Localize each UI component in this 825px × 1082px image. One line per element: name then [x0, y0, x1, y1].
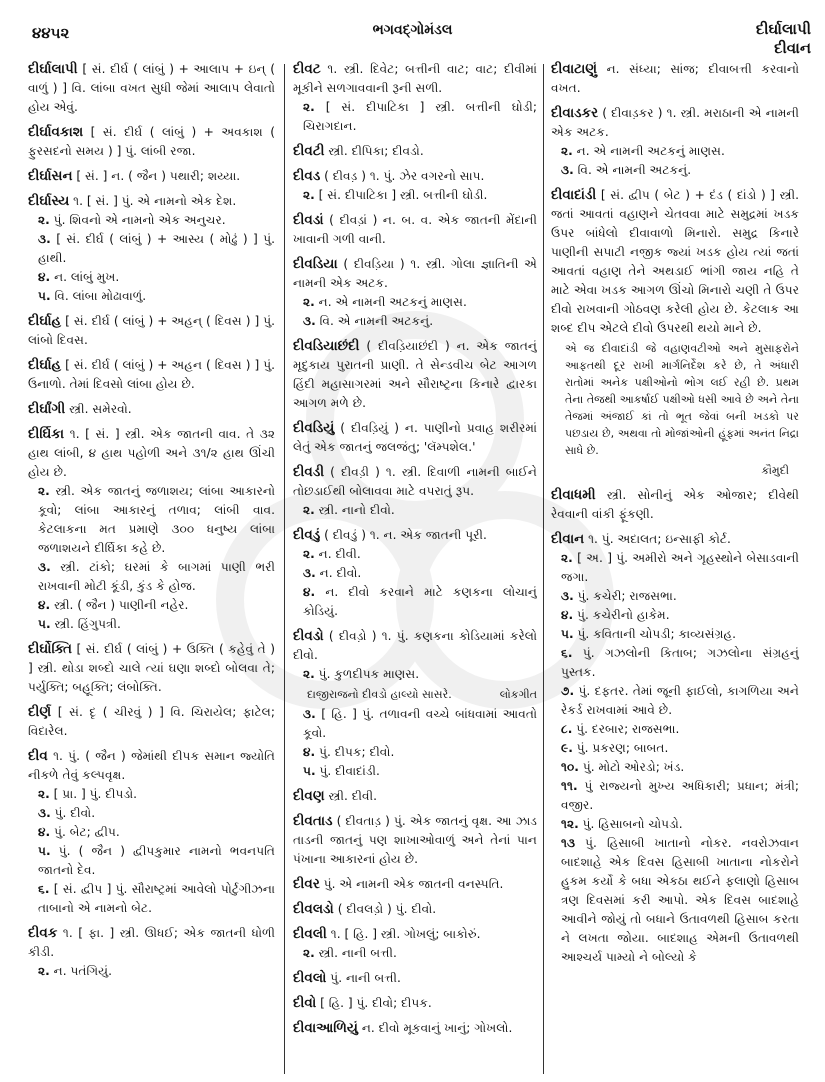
dictionary-entry — [293, 925, 537, 963]
dictionary-entry — [293, 255, 537, 331]
definition-text: [ સં. દીર્ઘ ( લાંબું ) + આલાપ + ઇન્ ( વાળું ) ] વિ. લાંબા વખત સુધી જેમાં આલાપ લેવાતો હોય એવું. — [28, 62, 275, 114]
headword: દીર્ઘાસન — [28, 168, 73, 184]
definition-text: ( દીવડ઼ાં ) ન. બ. વ. એક જાતની મેંદાની ખાવાની ગળી વાની. — [293, 213, 537, 246]
definition-text: [ સં. દીર્ઘ ( લાંબું ) + અહન્ ( દિવસ ) ] પું. લાંબો દિવસ. — [28, 314, 275, 347]
sense-text: ન. લાંબું મુખ. — [54, 270, 120, 284]
headword: દીવડો — [293, 628, 324, 644]
sense — [28, 615, 275, 634]
headword: દીર્ઘોક્તિ — [28, 641, 72, 657]
sense — [293, 293, 537, 312]
definition-text: ૧. [ સં. ] સ્ત્રી. એક જાતની વાવ. તે ૩૨ હાથ લાંબી, ૪ હાથ પહોળી અને ૩૧/૨ હાથ ઊંચી હોય છે. — [28, 427, 275, 479]
dictionary-entry — [293, 787, 537, 806]
headword: દીવાધમી — [551, 487, 596, 503]
headword: દીર્ઘાસ્ય — [28, 193, 70, 209]
sense-number: ૧૦. — [561, 760, 579, 774]
dictionary-entry — [28, 356, 275, 394]
sense-text: પું. દીવાદાંડી. — [319, 764, 380, 778]
sense — [551, 739, 799, 758]
dictionary-entry — [28, 60, 275, 117]
book-title: ભગવદ્ગોમંડલ — [372, 22, 453, 38]
dictionary-entry — [551, 60, 799, 98]
sense — [293, 564, 537, 583]
definition-text: સ્ત્રી. દીવી. — [328, 789, 377, 803]
sense-text: પું. કચેરીનો હાકેમ. — [577, 608, 670, 622]
sense-text: પું. દીપક; દીવો. — [319, 745, 395, 759]
headword: દીવડિયાછંદી — [293, 338, 360, 354]
sense — [293, 186, 537, 205]
sense — [293, 545, 537, 564]
sense-text: [ સં. દીપાટિકા ] સ્ત્રી. બત્તીની ઘોડી; ચિરાગદાન. — [303, 100, 537, 133]
definition-text: [ સં. દીર્ઘ ( લાંબું ) + ઉક્તિ ( કહેવું તે ) ] સ્ત્રી. થોડા શબ્દો ચાલે ત્યાં ઘણા શબ્દો બોલવા તે; પર્યુક્તિ; બહૂક્તિ; લંબોક્તિ. — [28, 642, 275, 694]
sense-number: ૨. — [303, 100, 315, 114]
sense-number: ૩. — [38, 806, 51, 820]
sense-number: ૭. — [561, 684, 575, 698]
sense-text: સ્ત્રી. નાનો દીવો. — [318, 503, 395, 517]
dictionary-entry — [28, 400, 275, 419]
sense-number: ૫. — [561, 627, 574, 641]
sense-number: ૨. — [303, 188, 315, 202]
sense-number: ૪. — [38, 598, 51, 612]
headword: દીવડું — [293, 527, 321, 543]
headword: દીર્ઘાહ — [28, 357, 62, 373]
sense-number: ૩. — [38, 560, 51, 574]
definition-text: [ સં. દીર્ઘ ( લાંબું ) + અહન ( દિવસ ) ] પું. ઉનાળો. તેમાં દિવસો લાંબા હોય છે. — [28, 358, 275, 391]
sense — [28, 287, 275, 306]
definition-text: ૧. પું. અદાલત; ઇન્સાફી કોર્ટ. — [588, 532, 731, 546]
sense-number: ૩. — [38, 232, 51, 246]
headword: દીવડિયું — [293, 420, 335, 436]
sense-text: વિ. એ નામની અટકનું. — [319, 314, 434, 328]
sense-number: ૩. — [561, 589, 574, 603]
definition-text: ( દીવડ઼િયાછંદી ) ન. એક જાતનું મૃદુકાય પુરાતની પ્રાણી. તે સેન્ડવીચ બેટ આગળ હિંદી મહાસાગરમાં અને સૌરાષ્ટ્રના કિનારે દ્વારકા આગળ મળે છે. — [293, 339, 537, 410]
sense-text: [ સં. દીપાટિકા ] સ્ત્રી. બત્તીની ઘોડી. — [318, 188, 488, 202]
sense-number: ૨. — [303, 667, 315, 681]
dictionary-entry — [293, 463, 537, 520]
headword: દીવલી — [293, 926, 327, 942]
sense-number: ૨. — [38, 964, 50, 978]
dictionary-entry — [551, 104, 799, 180]
definition-text: પું. એ નામની એક જાતની વનસ્પતિ. — [323, 877, 504, 891]
sense-number: ૫. — [38, 617, 51, 631]
sense — [551, 834, 799, 967]
headword: દીવાટાણું — [551, 61, 598, 77]
definition-text: ( દીવાડ઼કર ) ૧. સ્ત્રી. મરાઠાની એ નામની એક અટક. — [551, 106, 799, 139]
sense — [551, 625, 799, 644]
sense — [551, 142, 799, 161]
sense — [551, 606, 799, 625]
headword: દીવટ — [293, 61, 321, 77]
sense — [28, 211, 275, 230]
sense — [551, 644, 799, 682]
sense — [293, 312, 537, 331]
sense — [293, 762, 537, 781]
headword: દીવડ — [293, 168, 321, 184]
sense — [293, 583, 537, 621]
sense-number: ૨. — [303, 295, 315, 309]
definition-text: ( દીવડ઼િયું ) ન. પાણીનો પ્રવાહ શરીરમાં લેતું એક જાતનું જલજંતુ; 'લૅમ્પશેલ.' — [293, 421, 537, 454]
sense — [28, 823, 275, 842]
guide-words — [756, 20, 811, 58]
sense-text: પું. ( જૈન ) દ્વીપકુમાર નામનો ભવનપતિ જાતનો દેવ. — [38, 844, 275, 877]
headword: દીવ — [28, 748, 48, 764]
dictionary-entry — [28, 747, 275, 918]
sense-number: ૩. — [303, 314, 316, 328]
page-header — [0, 0, 825, 62]
dictionary-entry — [293, 337, 537, 413]
headword: દીવાઆળિયું — [293, 1020, 358, 1036]
dictionary-entry — [293, 627, 537, 781]
definition-text: સ્ત્રી. સોનીનું એક ઓજાર; દીવેથી રેવવાની વાંકી ફૂંકણી. — [551, 488, 799, 521]
citation-source: લોકગીત — [499, 688, 537, 701]
sense-text: સ્ત્રી. ટાંકો; ઘરમાં કે બાગમાં પાણી ભરી રાખવાની મોટી કૂંડી, કુંડ કે હોજ. — [38, 560, 275, 593]
sense-number: ૧૧. — [561, 779, 578, 793]
definition-text: ( દીવડ઼િયા ) ૧. સ્ત્રી. ગોલા જ્ઞાતિની એ નામની એક અટક. — [293, 257, 537, 290]
sense-number: ૨. — [561, 551, 573, 565]
definition-text: ( દીવતાડ઼ ) પું. એક જાતનું વૃક્ષ. આ ઝાડ તાડની જાતનું પણ શાખાઓવાળું અને તેનાં પાન પંખાના આકારનાં હોય છે. — [293, 814, 537, 866]
definition-text: ( દીવડ઼ો ) ૧. પું. કણકના કોડિયામાં કરેલો દીવો. — [293, 629, 537, 662]
sense-number: ૨. — [303, 503, 315, 517]
sense-number: ૧૩ — [561, 836, 576, 850]
sense-text: [ અ. ] પું. અમીરો અને ગૃહસ્થોને બેસાડવાની જગા. — [561, 551, 799, 584]
definition-text: ( દીવડ઼ી ) ૧. સ્ત્રી. દિવાળી નામની બાઈને તોછડાઈથી બોલાવવા માટે વપરાતું રૂપ. — [293, 465, 537, 498]
dictionary-entry — [28, 312, 275, 350]
sense-text: પું. કુળદીપક માણસ. — [318, 667, 420, 681]
sense — [28, 962, 275, 981]
definition-text: ૧. [ ફા. ] સ્ત્રી. ઊધઈ; એક જાતની ધોળી કીડી. — [28, 926, 275, 959]
sense — [28, 880, 275, 918]
page-number: ૪૪૫૨ — [32, 24, 70, 42]
definition-text: સ્ત્રી. સમેરવો. — [69, 402, 132, 416]
definition-text: [ સં. દીર્ઘ ( લાંબું ) + અવકાશ ( ફુરસદનો સમય ) ] પું. લાંબી રજા. — [28, 125, 275, 158]
citation-quote: એ જ દીવાદાંડી જે વહાણવટીઓ અને મુસાફરોને આફતથી દૂર રાખી માર્ગનિર્દેશ કરે છે, તે અંધારી રાતોમાં અનેક પક્ષીઓનો ભોગ લઈ રહી છે. પ્રથમ તેના તેજથી આકર્ષાઈ પક્ષીઓ ધસી આવે છે અને તેના તેજમાં અંજાઈ કાં તો ભૂત જેવાં બની ખડકો પર પછડાય છે, અથવા તો મોજાંઓની હૂંફમાં અનંત નિદ્રા સાધે છે. — [565, 342, 799, 457]
sense-text: ન. દીવો કરવાને માટે કણકના લોચાનું કોડિયું. — [303, 585, 537, 618]
dictionary-entry — [551, 486, 799, 524]
dictionary-entry — [293, 900, 537, 919]
sense — [28, 596, 275, 615]
definition-text: ( દીવડ઼ ) ૧. પું. ઝેર વગરનો સાપ. — [324, 169, 485, 183]
definition-text: ( દીવલડ઼ો ) પું. દીવો. — [337, 902, 437, 916]
sense-number: ૬. — [38, 882, 50, 896]
headword: દીવડી — [293, 464, 325, 480]
definition-text: ૧. સ્ત્રી. દિવેટ; બત્તીની વાટ; વાટ; દીવીમાં મૂકીને સળગાવવાની રૂની સળી. — [293, 62, 537, 95]
sense-number: ૬. — [561, 646, 573, 660]
sense — [28, 785, 275, 804]
dictionary-entry — [293, 994, 537, 1013]
headword: દીવણ — [293, 788, 325, 804]
sense — [28, 804, 275, 823]
sense-text: પું. ગઝલોની કિતાબ; ગઝલોના સંગ્રહનું પુસ્તક. — [561, 646, 799, 679]
column-divider — [543, 64, 544, 1074]
dictionary-entry — [293, 167, 537, 205]
headword: દીર્ણ — [28, 704, 52, 720]
definition-text: ૧. [ સં. ] પું. એ નામનો એક દેશ. — [73, 194, 237, 208]
sense-text: ન. દીવી. — [318, 547, 361, 561]
sense-text: ન. દીવો. — [319, 566, 362, 580]
sense-text: સ્ત્રી. નાની બત્તી. — [318, 946, 397, 960]
guide-word-first: દીર્ઘાલાપી — [755, 20, 811, 38]
dictionary-entry — [28, 703, 275, 741]
sense-number: ૩. — [561, 163, 574, 177]
sense — [28, 482, 275, 558]
headword: દીવતાડ — [293, 813, 333, 829]
sense-text: પું. હિસાબી ખાતાનો નોકર. નવરોઝવાન બાદશાહે એક દિવસ હિસાબી ખાતાના નોકરોને હુકમ કર્યો કે બધા એકઠા થઈને ફલાણો હિસાબ ત્રણ દિવસમાં કરી આપો. એક દિવસ બાદશાહે આવીને જોયું તો બધાને ઉતાવળથી હિસાબ કરતા ને લખતા જોયા. બાદશાહ એમની ઉતાવળથી આશ્ચર્ય પામ્યો ને બોલ્યો કે — [561, 836, 799, 964]
dictionary-entry — [28, 640, 275, 697]
sense — [28, 842, 275, 880]
sense — [551, 587, 799, 606]
sense-number: ૯. — [561, 741, 573, 755]
sense — [551, 549, 799, 587]
dictionary-entry — [28, 425, 275, 634]
sense-text: વિ. એ નામની અટકનું. — [577, 163, 692, 177]
sense-number: ૧૨. — [561, 817, 579, 831]
dictionary-entry — [293, 969, 537, 988]
sense-text: સ્ત્રી. ( જૈન ) પાણીની નહેર. — [54, 598, 189, 612]
headword: દીવલો — [293, 970, 327, 986]
headword: દીર્ઘાલાપી — [28, 61, 78, 77]
headword: દીર્ઘિકા — [28, 426, 65, 442]
sense-number: ૮. — [561, 722, 573, 736]
sense-number: ૫. — [38, 289, 51, 303]
sense — [293, 944, 537, 963]
sense-text: ન. પતંગિયું. — [53, 964, 112, 978]
sense-text: ન. એ નામની અટકનું માણસ. — [318, 295, 467, 309]
sense-number: ૨. — [38, 213, 50, 227]
headword: દીવો — [293, 995, 317, 1011]
sense-number: ૨. — [303, 547, 315, 561]
sense-text: [ પ્રા. ] પું. દીપડો. — [53, 787, 138, 801]
citation-text: દાજીરાજનો દીવડો હાલ્યો સાસરે. — [307, 688, 452, 701]
definition-text: ન. દીવો મૂકવાનું ખાનું; ગોખલો. — [361, 1021, 513, 1035]
dictionary-entry — [293, 875, 537, 894]
sense — [293, 665, 537, 684]
definition-text: ૧. [ હિ. ] સ્ત્રી. ગોખલું; બાકોરું. — [330, 927, 481, 941]
sense — [28, 230, 275, 268]
headword: દીર્ઘાવકાશ — [28, 124, 84, 140]
citation-quote — [293, 686, 537, 703]
column-divider — [284, 64, 285, 1074]
column-2 — [293, 60, 537, 1074]
sense-text: સ્ત્રી. હિંગુપત્રી. — [54, 617, 121, 631]
dictionary-entry — [293, 211, 537, 249]
column-3 — [551, 60, 799, 1074]
dictionary-entry — [293, 526, 537, 621]
sense-text: સ્ત્રી. એક જાતનું જળાશય; લાંબા આકારનો કૂવો; લાંબા આકારનું તળાવ; લાંબી વાવ. કેટલાકના મત પ્રમાણે ૩૦૦ ધનુષ્ય લાંબા જળાશયને દીર્ઘિકા કહે છે. — [38, 484, 275, 555]
sense-number: ૩. — [303, 707, 316, 721]
sense-text: પું રાજ્યનો મુખ્ય અધિકારી; પ્રધાન; મંત્રી; વજીર. — [561, 779, 799, 812]
headword: દીવાડકર — [551, 105, 599, 121]
dictionary-entry — [28, 192, 275, 306]
headword: દીર્ઘાંગી — [28, 401, 66, 417]
sense — [551, 720, 799, 739]
definition-text: ન. સંધ્યા; સાંજ; દીવાબત્તી કરવાનો વખત. — [551, 62, 799, 95]
sense-text: પું. બેટ; દ્વીપ. — [54, 825, 120, 839]
sense-number: ૫. — [38, 844, 51, 858]
headword: દીવર — [293, 876, 320, 892]
dictionary-entry — [28, 123, 275, 161]
dictionary-entry — [28, 924, 275, 981]
dictionary-entry — [293, 60, 537, 136]
sense — [293, 98, 537, 136]
sense-text: પું. મોટો ઓરડો; ખંડ. — [582, 760, 685, 774]
headword: દીવાન — [551, 531, 585, 547]
definition-text: સ્ત્રી. દીપિકા; દીવડો. — [328, 144, 424, 158]
sense-text: ન. એ નામની અટકનું માણસ. — [576, 144, 725, 158]
sense-number: ૪. — [561, 608, 574, 622]
sense-number: ૨. — [303, 946, 315, 960]
headword: દીવાદાંડી — [551, 187, 597, 203]
sense — [551, 777, 799, 815]
sense — [551, 161, 799, 180]
guide-word-last: દીવાન — [774, 39, 811, 57]
headword: દીવલડો — [293, 901, 334, 917]
sense-text: પું. કવિતાની ચોપડી; કાવ્યસંગ્રહ. — [577, 627, 737, 641]
dictionary-entry — [28, 167, 275, 186]
sense-text: પું. દીવો. — [54, 806, 96, 820]
dictionary-entry — [293, 812, 537, 869]
sense-number: ૪. — [38, 270, 51, 284]
sense-number: ૫. — [303, 764, 316, 778]
sense-text: [ હિ. ] પું. તળાવની વચ્ચે બાંધવામાં આવતો કૂવો. — [303, 707, 537, 740]
definition-text: [ સં. ] ન. ( જૈન ) પથારી; શય્યા. — [76, 169, 241, 183]
sense — [551, 815, 799, 834]
dictionary-entry — [551, 186, 799, 480]
headword: દીવડિયા — [293, 256, 338, 272]
sense-number: ૨. — [561, 144, 573, 158]
dictionary-entry — [293, 1019, 537, 1038]
headword: દીર્ઘાહ — [28, 313, 62, 329]
sense-number: ૨. — [38, 787, 50, 801]
sense-number: ૪. — [303, 745, 316, 759]
definition-text: પું. નાની બત્તી. — [330, 971, 401, 985]
citation-source: કૌમુદી — [761, 464, 789, 477]
headword: દીવટી — [293, 143, 325, 159]
sense — [293, 743, 537, 762]
column-1 — [28, 60, 275, 1074]
sense-text: પું. દફતર. તેમાં જૂની ફાઈલો, કાગળિયા અને રેકર્ડ રાખવામાં આવે છે. — [561, 684, 799, 717]
dictionary-entry — [293, 142, 537, 161]
sense-text: પું. શિવનો એ નામનો એક અનુચર. — [53, 213, 226, 227]
sense — [551, 758, 799, 777]
sense — [293, 705, 537, 743]
definition-text: [ સં. દ્વીપ ( બેટ ) + દંડ ( દાંડો ) ] સ્ત્રી. જતાં આવતાં વહાણને ચેતવવા માટે સમુદ્રમાં ખડક ઉપર બાંધેલો દીવાવાળો મિનારો. સમુદ્ર કિનારે પાણીની સપાટી નજીક જ્યાં ખડક હોય ત્યાં જતાં આવતાં વહાણ તેને અથડાઈ ભાંગી જાય નહિ તે માટે એવા ખડક આગળ ઊંચો મિનારો ચણી તે ઉપર દીવો રાખવાની ગોઠવણ કરેલી હોય છે. કેટલાક આ શબ્દ દીપ એટલે દીવો ઉપરથી થયો માને છે. — [551, 188, 799, 335]
headword: દીવડાં — [293, 212, 324, 228]
sense-number: ૩. — [303, 566, 316, 580]
sense-number: ૪. — [303, 585, 316, 599]
sense — [28, 268, 275, 287]
sense-text: પું. પ્રકરણ; બાબત. — [576, 741, 669, 755]
sense-text: વિ. લાંબા મોઢાવાળું. — [54, 289, 147, 303]
dictionary-entry — [293, 419, 537, 457]
definition-text: [ હિ. ] પું. દીવો; દીપક. — [320, 996, 432, 1010]
sense-text: [ સં. દ્વીપ ] પું. સૌરાષ્ટ્રમાં આવેલો પોર્ટુગીઝના તાબાનો એ નામનો બેટ. — [38, 882, 275, 915]
sense-text: [ સં. દીર્ઘ ( લાંબું ) + આસ્ય ( મોઢું ) ] પું. હાથી. — [38, 232, 275, 265]
definition-text: ( દીવડ઼ું ) ૧. ન. એક જાતની પૂરી. — [324, 528, 487, 542]
sense-number: ૨. — [38, 484, 50, 498]
dictionary-entry — [551, 530, 799, 967]
sense-number: ૪. — [38, 825, 51, 839]
definition-text: ૧. પું. ( જૈન ) જેમાંથી દીપક સમાન જ્યોતિ નીકળે તેવું કલ્પવૃક્ષ. — [28, 749, 275, 782]
sense — [293, 501, 537, 520]
sense-text: પું. હિસાબનો ચોપડો. — [582, 817, 683, 831]
definition-text: [ સં. દૃ ( ચીરવું ) ] વિ. ચિરાયેલ; ફાટેલ; વિદારેલ. — [28, 705, 275, 738]
sense-text: પું. દરબાર; રાજસભા. — [576, 722, 680, 736]
sense — [28, 558, 275, 596]
sense-text: પું. કચેરી; રાજસભા. — [577, 589, 677, 603]
headword: દીવક — [28, 925, 58, 941]
sense — [551, 682, 799, 720]
